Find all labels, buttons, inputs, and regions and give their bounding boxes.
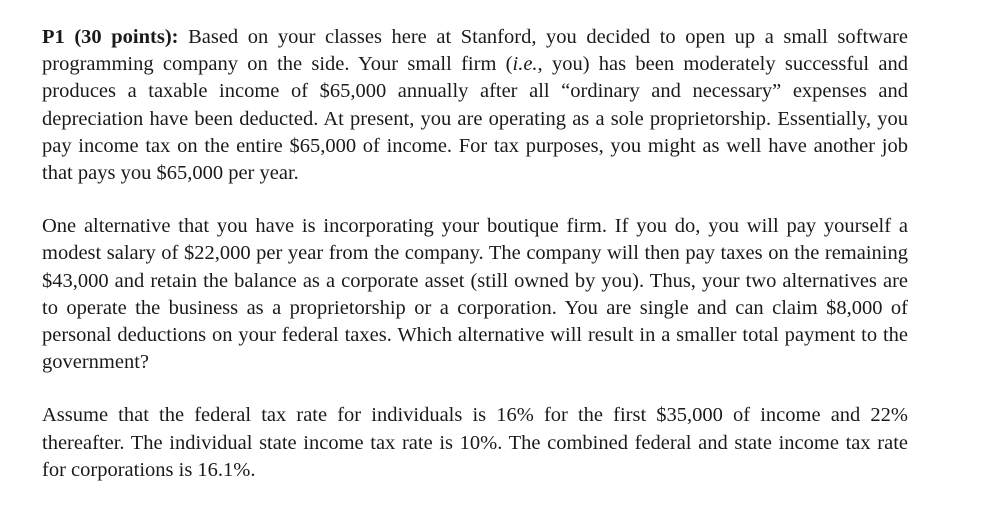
problem-label: P1 (30 points):: [42, 26, 179, 48]
paragraph-alternative: One alternative that you have is incorporating your boutique firm. If you do, you will pay yourself a modest salary of $22,000 per year from the company. The company will then pay taxes on the remaining $43,000 and retain the balance as a corporate asset (still owned by you). Thus, your two alternatives are to operate the business as a proprietorship or a corporation. You are single and can claim $8,000 of personal deductions on your federal taxes. Which alternative will result in a smaller total payment to the government?: [42, 215, 908, 374]
paragraph-intro: [42, 24, 908, 187]
intro-text-part2: you) has been moderately successful and produces a taxable income of $65,000 annually after all “ordinary and necessary” expenses and depreciation have been deducted. At present, you are operating as a sole proprietorship. Essentially, you pay income tax on the entire $65,000 of income. For tax purposes, you might as well have another job that pays you $65,000 per year.: [42, 53, 908, 185]
intro-text-part1: Based on your classes here at Stanford, you decided to open up a small software programming company on the side. Your small firm (: [42, 26, 908, 76]
ie-abbreviation: i.e.,: [512, 53, 543, 76]
paragraph-tax-rates: Assume that the federal tax rate for individuals is 16% for the first $35,000 of income and 22% thereafter. The individual state income tax rate is 10%. The combined federal and state income tax rate for corporations is 16.1%.: [42, 404, 908, 481]
problem-document: [42, 24, 908, 484]
